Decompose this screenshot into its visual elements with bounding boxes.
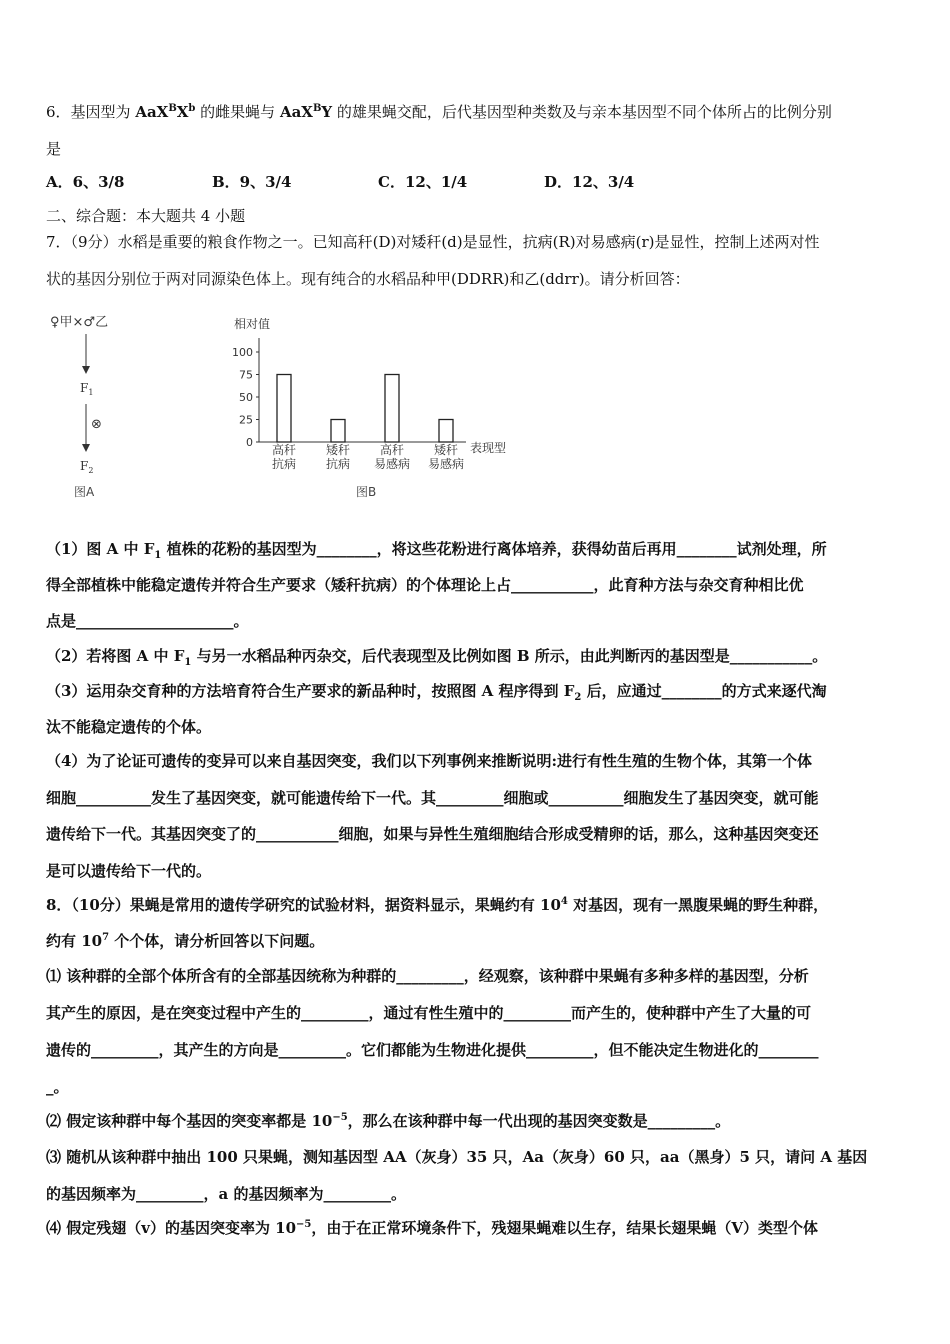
figA-f2: $F_2$ [80,459,94,475]
chart-bar [385,375,399,443]
chart-caption: 图B [356,485,377,499]
figA-f1: $F_1$ [80,381,94,397]
q7-stem-line2: 状的基因分别位于两对同源染色体上。现有纯合的水稻品种甲(DDRR)和乙(ddrr)。请分析回答： [46,270,690,288]
chart-category-label: 高秆 [271,443,297,457]
q8-p1-line1: ⑴ 该种群的全部个体所含有的全部基因统称为种群的_________，经观察，该种群中果蝇有多种多样的基因型，分析 [46,967,809,985]
chart-category-label: 易感病 [427,457,465,471]
q8-p1-line3: 遗传的_________，其产生的方向是_________。它们都能为生物进化提供_________，但不能决定生物进化的________ [46,1041,819,1059]
q7-sub1-line1: （1）图 A 中 $F_1$ 植株的花粉的基因型为________，将这些花粉进行离体培养，获得幼苗后再用________试剂处理，所 [46,540,827,561]
q8-p1-line2: 其产生的原因，是在突变过程中产生的_________，通过有性生殖中的_________而产生的，使种群中产生了大量的可 [46,1004,812,1022]
q7-sub1-line2: 得全部植株中能稳定遗传并符合生产要求（矮秆抗病）的个体理论上占___________，此育种方法与杂交育种相比优 [46,576,804,594]
q8-stem-line1: 8．（10分）果蝇是常用的遗传学研究的试验材料，据资料显示，果蝇约有 $10^4$ 对基因，现有一黑腹果蝇的野生种群， [46,896,829,914]
q7-sub3-line2: 汰不能稳定遗传的个体。 [46,718,212,736]
figA-caption: 图A [74,485,95,499]
q6-options [46,171,710,193]
chart-category-labels [272,442,464,471]
q7-stem-line1: 7．（9分）水稻是重要的粮食作物之一。已知高秆(D)对矮秆(d)是显性，抗病(R)对易感病(r)是显性，控制上述两对性 [46,233,820,251]
figA-arrowhead-2 [82,444,90,452]
chart-y-tick-label: 50 [239,391,253,404]
q6-stem-line2: 是 [46,140,62,158]
chart-bar [331,420,345,443]
section2-title: 二、综合题：本大题共 4 小题 [46,207,246,225]
q7-sub1-line3: 点是_____________________。 [46,612,249,630]
chart-category-label: 矮秆 [433,443,459,457]
chart-category-label: 矮秆 [325,443,351,457]
chart-y-tick-label: 0 [246,436,253,449]
q6-option-c[interactable]: C．12、1/4 [378,173,468,191]
chart-category-label: 抗病 [325,457,351,471]
q6-option-b[interactable]: B．9、3/4 [212,173,292,191]
q8-p4-line1: ⑷ 假定残翅（v）的基因突变率为 $10^{-5}$，由于在正常环境条件下，残翅果蝇难以生存，结果长翅果蝇（V）类型个体 [46,1219,819,1237]
chart-bar [277,375,291,443]
chart-y-tick-label: 75 [239,368,253,382]
q8-p3-line1: ⑶ 随机从该种群中抽出 100 只果蝇，测知基因型 AA（灰身）35 只，Aa（灰身）60 只，aa（黑身）5 只，请问 A 基因 [46,1148,868,1166]
chart-bars [277,375,453,443]
figA-arrowhead-1 [82,366,90,374]
chart-y-tick-label: 100 [232,346,253,359]
q6-option-a[interactable]: A．6、3/8 [46,173,125,191]
chart-y-ticks [232,346,259,449]
chart-xlabel: 表现型 [470,441,507,455]
figA-selfing-symbol: ⊗ [91,417,102,432]
q8-p2: ⑵ 假定该种群中每个基因的突变率都是 $10^{-5}$，那么在该种群中每一代出现的基因突变数是_________。 [46,1112,731,1130]
q8-p1-line4: _。 [46,1078,69,1096]
figure-b-chart [226,308,526,504]
q6-option-d[interactable]: D．12、3/4 [544,173,635,191]
figure-a [46,308,156,504]
chart-category-label: 抗病 [271,457,297,471]
chart-category-label: 高秆 [379,443,405,457]
q7-sub2: （2）若将图 A 中 $F_1$ 与另一水稻品种丙杂交，后代表现型及比例如图 B 所示，由此判断丙的基因型是___________。 [46,647,828,668]
q8-p3-line2: 的基因频率为_________，a 的基因频率为_________。 [46,1185,406,1203]
figA-cross: ♀甲×♂乙 [50,315,109,330]
q7-sub4-line4: 是可以遗传给下一代的。 [46,862,212,880]
q7-sub4-line3: 遗传给下一代。其基因突变了的___________细胞，如果与异性生殖细胞结合形成受精卵的话，那么，这种基因突变还 [46,825,819,843]
chart-category-label: 易感病 [373,457,411,471]
chart-bar [439,420,453,443]
q7-sub4-line1: （4）为了论证可遗传的变异可以来自基因突变，我们以下列事例来推断说明:进行有性生殖的生物个体，其第一个体 [46,752,812,770]
q7-sub3-line1: （3）运用杂交育种的方法培育符合生产要求的新品种时，按照图 A 程序得到 $F_2$ 后，应通过________的方式来逐代淘 [46,682,827,703]
q8-stem-line2: 约有 $10^7$ 个个体，请分析回答以下问题。 [46,932,325,950]
q6-stem-line1: 6．基因型为 $AaX^BX^b$ 的雌果蝇与 AaX$^B$Y 的雄果蝇交配，后代基因型种类数及与亲本基因型不同个体所占的比例分别 [46,103,832,121]
chart-ylabel: 相对值 [234,317,271,331]
chart-y-tick-label: 25 [239,413,253,427]
q7-sub4-line2: 细胞__________发生了基因突变，就可能遗传给下一代。其_________细胞或__________细胞发生了基因突变，就可能 [46,789,819,807]
